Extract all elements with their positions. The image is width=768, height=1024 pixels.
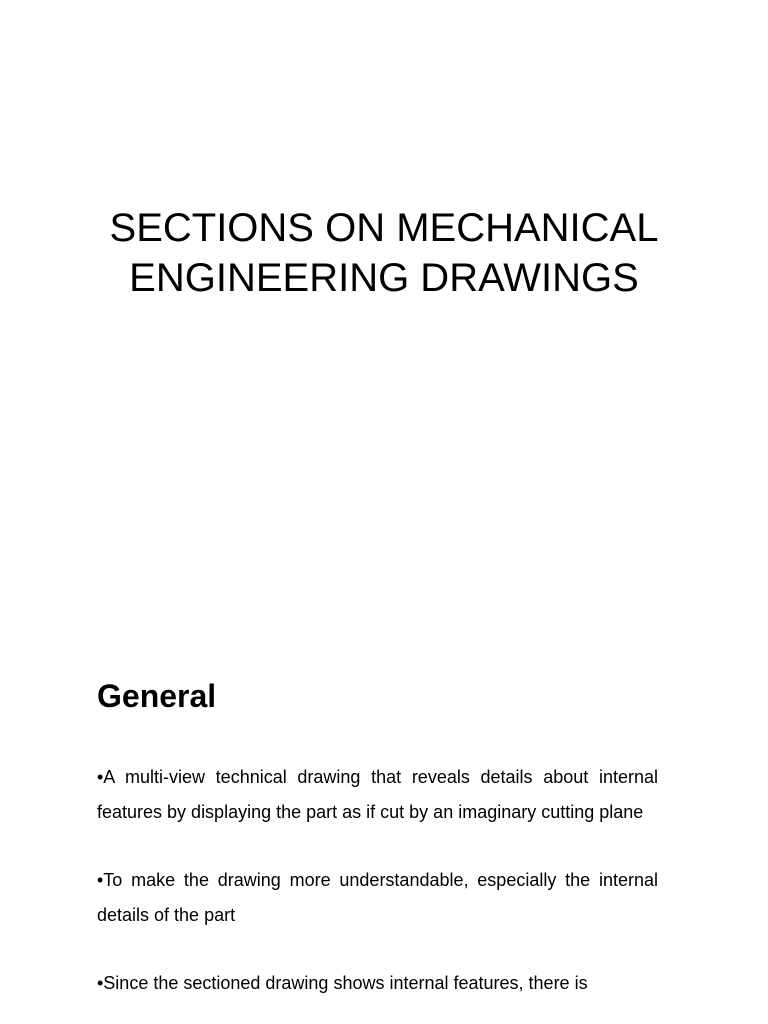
bullet-item: •Since the sectioned drawing shows internal features, there is [97, 973, 588, 993]
page-title [0, 203, 768, 303]
bullet-item: •A multi-view technical drawing that reveals details about internal features by displaying the part as if cut by an imaginary cutting plane [97, 767, 658, 822]
bullet-list [97, 760, 658, 1024]
title-line-1: SECTIONS ON MECHANICAL [109, 206, 659, 250]
section-heading: General [97, 678, 217, 714]
title-line-2: ENGINEERING DRAWINGS [129, 256, 639, 300]
bullet-item: •To make the drawing more understandable, especially the internal details of the part [97, 870, 658, 925]
